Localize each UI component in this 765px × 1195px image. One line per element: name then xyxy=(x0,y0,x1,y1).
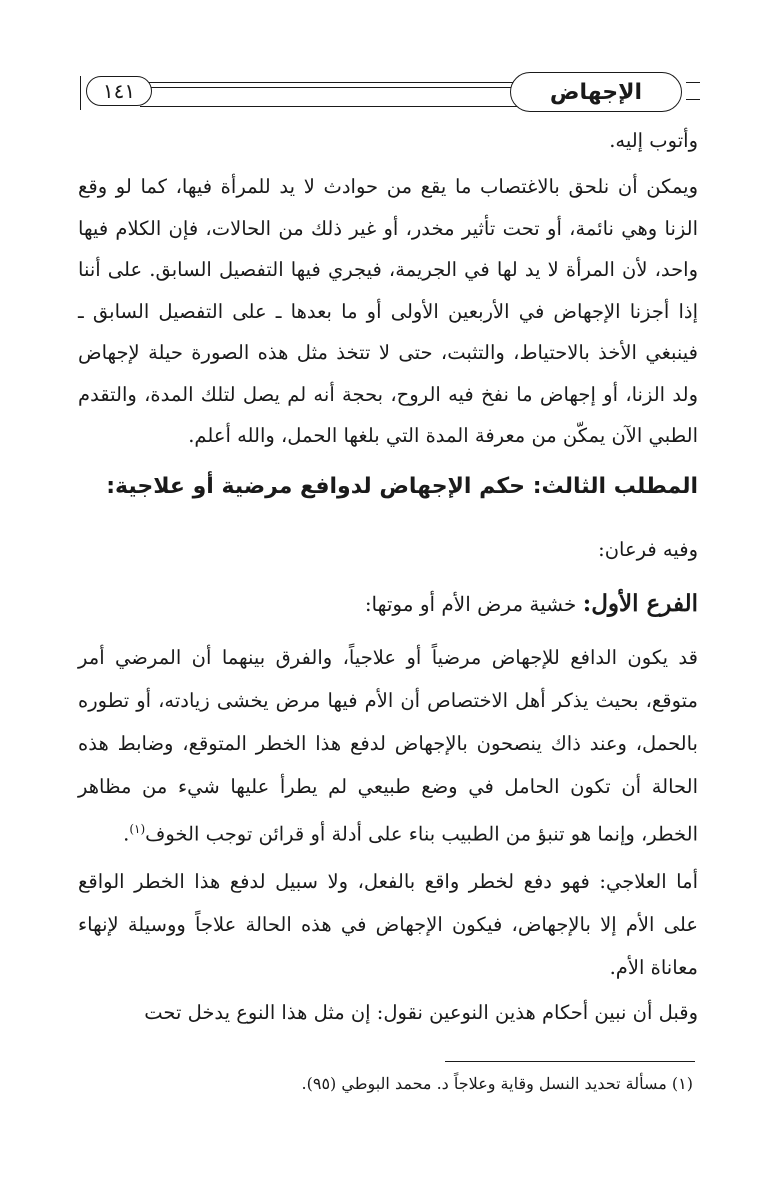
footnote: (١) مسألة تحديد النسل وقاية وعلاجاً د. محمد البوطي (٩٥). xyxy=(301,1074,693,1093)
branches-intro xyxy=(78,533,698,567)
chapter-title: الإجهاض xyxy=(549,79,643,105)
continued-text xyxy=(78,124,698,158)
section-heading: المطلب الثالث: حكم الإجهاض لدوافع مرضية أو علاجية: xyxy=(106,474,698,499)
paragraph-end: . xyxy=(123,822,130,846)
page-header xyxy=(70,68,700,118)
paragraph-text: قد يكون الدافع للإجهاض مرضياً أو علاجياً، والفرق بينهما أن المرضي أمر متوقع، بحيث يذكر أهل الاختصاص أن الأم فيها مرض يخشى زيادته، أو تطوره بالحمل، وعند ذاك ينصحون بالإجهاض لدفع هذا الخطر المتوقع، وضابط هذه الحالة أن تكون الحامل في وضع طبيعي لم يطرأ عليها شيء من مظاهر الخطر، وإنما هو تنبؤ من الطبيب بناء على أدلة أو قرائن توجب الخوف xyxy=(78,646,698,846)
paragraph: وقبل أن نبين أحكام هذين النوعين نقول: إن مثل هذا النوع يدخل تحت xyxy=(144,1001,698,1024)
paragraph: وأتوب إليه. xyxy=(609,129,698,152)
paragraph: ويمكن أن نلحق بالاغتصاب ما يقع من حوادث لا يد للمرأة فيها، كما لو وقع الزنا وهي نائمة، أو تحت تأثير مخدر، أو غير ذلك من الحالات، فإن الكلام فيها واحد، لأن المرأة لا يد لها في الجريمة، فيجري فيها التفصيل السابق. على أننا إذا أجزنا الإجهاض في الأربعين الأولى أو ما بعدها ـ على التفصيل السابق ـ فينبغي الأخذ بالاحتياط، والتثبت، حتى لا تتخذ مثل هذه الصورة حيلة لإجهاض ولد الزنا، أو إجهاض ما نفخ فيه الروح، بحجة أنه لم يصل لتلك المدة، والتقدم الطبي الآن يمكّن من معرفة المدة التي بلغها الحمل، والله أعلم. xyxy=(78,175,698,447)
footnote-reference[interactable]: (١) xyxy=(129,822,146,836)
chapter-title-badge xyxy=(510,72,682,112)
paragraph-block xyxy=(78,636,698,856)
page-number-badge xyxy=(86,76,152,106)
branch-title: الفرع الأول: xyxy=(582,590,698,617)
paragraph: وفيه فرعان: xyxy=(598,538,698,561)
page-number: ١٤١ xyxy=(102,79,136,103)
paragraph-block xyxy=(78,993,698,1033)
paragraph xyxy=(78,636,698,856)
paragraph-block xyxy=(78,166,698,457)
branch-subtitle: خشية مرض الأم أو موتها: xyxy=(364,592,577,616)
paragraph: أما العلاجي: فهو دفع لخطر واقع بالفعل، ولا سبيل لدفع هذا الخطر الواقع على الأم إلا بالإجهاض، فيكون الإجهاض في هذه الحالة علاجاً ووسيلة لإنهاء معاناة الأم. xyxy=(78,870,698,979)
branch-heading xyxy=(78,590,698,617)
paragraph-block xyxy=(78,860,698,989)
footnote-divider xyxy=(445,1061,695,1062)
header-right-ornament xyxy=(686,76,700,110)
